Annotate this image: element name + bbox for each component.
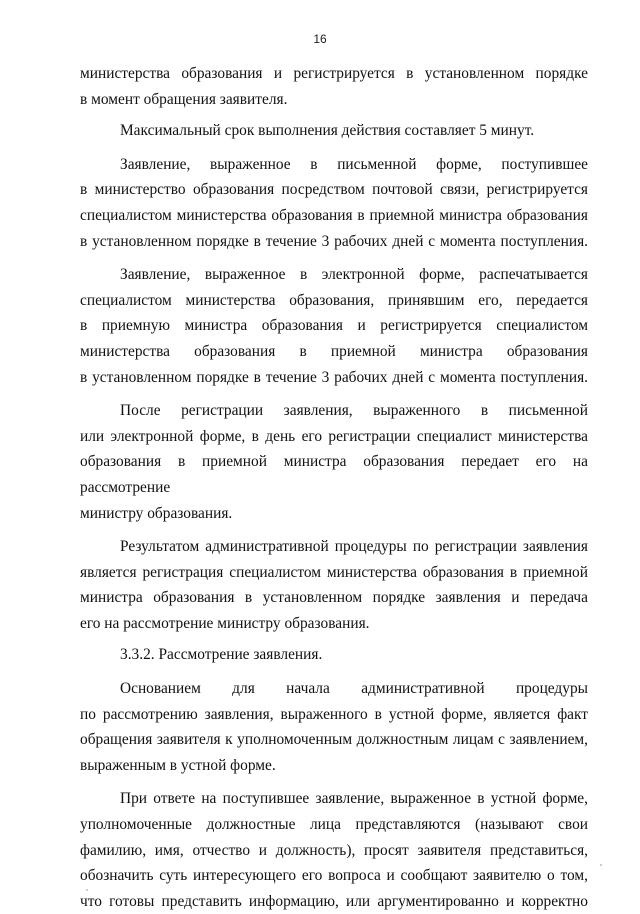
text-line: что готовы представить информацию, или аргументированно и корректно <box>80 892 588 910</box>
scan-speck <box>86 889 88 891</box>
text-line: Основанием для начала административной процедуры <box>120 680 588 698</box>
text-line: образования в приемной министра образования передает его на рассмотрение <box>80 453 588 496</box>
text-line: фамилию, имя, отчество и должность), просят заявителя представиться, <box>80 841 588 859</box>
paragraph-after-registration <box>80 398 588 526</box>
text-line: обращения заявителя к уполномоченным должностным лицам с заявлением, <box>80 731 588 749</box>
text-line: министерства образования и регистрируется в установленном порядке <box>80 65 588 82</box>
text-line: специалистом министерства образования, принявшим его, передается <box>80 291 588 309</box>
text-line: в момент обращения заявителя. <box>80 90 288 108</box>
text-line: Заявление, выраженное в письменной форме, поступившее <box>120 155 588 173</box>
text-line: министерства образования в приемной министра образования <box>80 342 588 360</box>
paragraph-oral-response <box>80 786 588 914</box>
text-line: уполномоченные должностные лица представляются (называют свои <box>80 816 588 834</box>
text-line: в установленном порядке в течение 3 рабочих дней с момента поступления. <box>80 232 588 250</box>
text-line: министру образования. <box>80 504 233 522</box>
text-line: выраженным в устной форме. <box>80 756 276 774</box>
text-line: Заявление, выраженное в электронной форме, распечатывается <box>120 266 588 284</box>
text-line: в установленном порядке в течение 3 рабочих дней с момента поступления. <box>80 368 588 386</box>
text-line: по рассмотрению заявления, выраженного в устной форме, является факт <box>80 705 588 723</box>
paragraph-procedure-result <box>80 534 588 636</box>
paragraph-grounds-for-procedure <box>80 676 588 778</box>
scan-speck <box>600 864 602 866</box>
text-line: обозначить суть интересующего его вопроса и сообщают заявителю о том, <box>80 867 588 885</box>
text-line: является регистрация специалистом министерства образования в приемной <box>80 563 588 581</box>
paragraph-max-duration <box>80 118 588 144</box>
text-line: в приемную министра образования и регистрируется специалистом <box>80 317 588 335</box>
section-title: 3.3.2. Рассмотрение заявления. <box>120 646 323 664</box>
text-line: Максимальный срок выполнения действия составляет 5 минут. <box>120 122 535 140</box>
text-line: При ответе на поступившее заявление, выраженное в устной форме, <box>120 790 588 808</box>
text-line: После регистрации заявления, выраженного в письменной <box>120 402 588 420</box>
paragraph-written-application <box>80 152 588 254</box>
text-line: специалистом министерства образования в приемной министра образования <box>80 206 588 224</box>
paragraph-registration-moment <box>80 61 588 112</box>
paragraph-electronic-application <box>80 262 588 390</box>
page-number: 16 <box>313 32 327 46</box>
text-line: министра образования в установленном порядке заявления и передача <box>80 589 588 607</box>
text-line: или электронной форме, в день его регистрации специалист министерства <box>80 427 588 445</box>
text-line: его на рассмотрение министру образования. <box>80 614 370 632</box>
section-heading-3-3-2 <box>80 642 588 668</box>
text-line: Результатом административной процедуры по регистрации заявления <box>120 538 588 556</box>
text-line: в министерство образования посредством почтовой связи, регистрируется <box>80 181 588 199</box>
document-text <box>80 61 588 914</box>
